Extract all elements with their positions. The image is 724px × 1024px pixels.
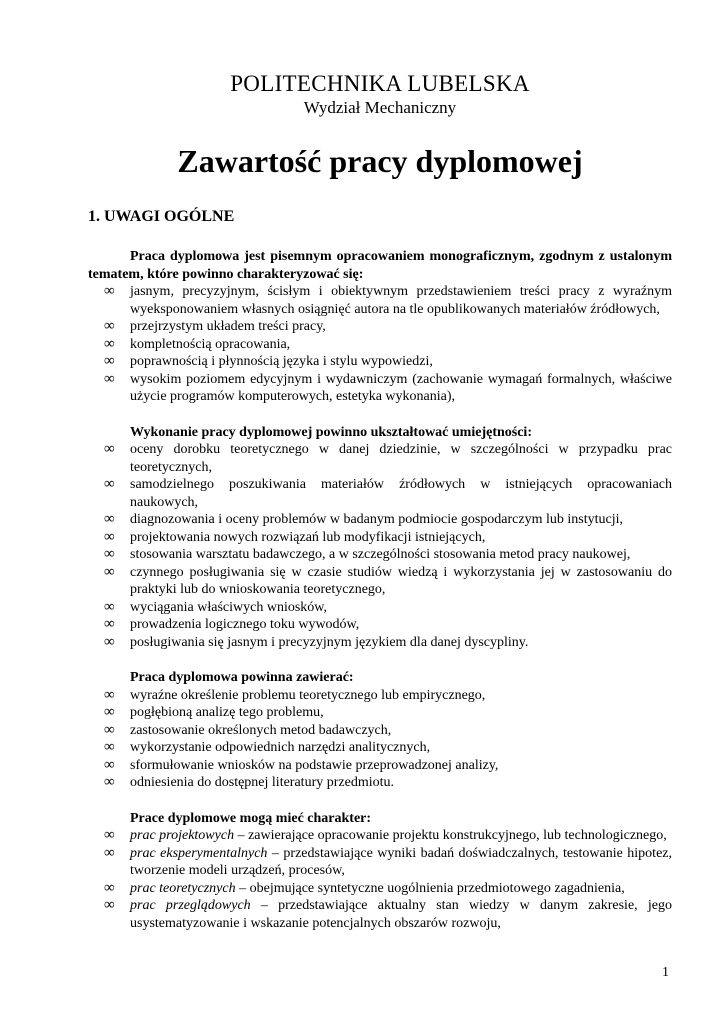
infinity-bullet-icon: ∞ bbox=[104, 546, 115, 562]
infinity-bullet-icon: ∞ bbox=[104, 756, 115, 773]
type-description: – zawierające opracowanie projektu konstrukcyjnego, lub technologicznego, bbox=[234, 828, 667, 843]
list-item-text: wyciągania właściwych wniosków, bbox=[130, 599, 327, 615]
list-item bbox=[88, 704, 672, 722]
list-item bbox=[88, 336, 672, 354]
infinity-bullet-icon: ∞ bbox=[104, 441, 115, 457]
list-item bbox=[88, 616, 672, 634]
infinity-bullet-icon: ∞ bbox=[104, 528, 115, 545]
institution-name: POLITECHNIKA LUBELSKA bbox=[230, 71, 530, 96]
types-list bbox=[88, 827, 672, 932]
list-item-text: czynnego posługiwania się w czasie studiów wiedzą i wykorzystania jej w zastosowaniu do praktyki lub do wnioskowania teoretycznego, bbox=[130, 564, 672, 597]
list-item bbox=[88, 441, 672, 476]
infinity-bullet-icon: ∞ bbox=[104, 774, 115, 790]
infinity-bullet-icon: ∞ bbox=[104, 879, 115, 896]
infinity-bullet-icon: ∞ bbox=[104, 739, 115, 755]
list-item-text: diagnozowania i oceny problemów w badanym podmiocie gospodarczym lub instytucji, bbox=[130, 512, 623, 527]
list-item bbox=[88, 599, 672, 617]
list-item bbox=[88, 739, 672, 757]
list-item-text: przejrzystym układem treści pracy, bbox=[130, 319, 326, 334]
list-item bbox=[88, 511, 672, 529]
list-item bbox=[88, 529, 672, 547]
page-number: 1 bbox=[662, 965, 669, 980]
list-item bbox=[88, 318, 672, 336]
list-item bbox=[88, 283, 672, 318]
infinity-bullet-icon: ∞ bbox=[104, 721, 115, 738]
infinity-bullet-icon: ∞ bbox=[104, 686, 115, 703]
characteristics-list bbox=[88, 283, 672, 406]
type-name: prac eksperymentalnych bbox=[130, 845, 268, 861]
list-item bbox=[88, 476, 672, 511]
list-item-text: sformułowanie wniosków na podstawie przeprowadzonej analizy, bbox=[130, 757, 499, 773]
list-item-text: wyraźne określenie problemu teoretycznego lub empirycznego, bbox=[130, 687, 486, 703]
type-name: prac projektowych bbox=[130, 828, 235, 843]
contents-list bbox=[88, 687, 672, 792]
infinity-bullet-icon: ∞ bbox=[104, 318, 115, 334]
type-description: – przedstawiające aktualny stan wiedzy w danym zakresie, jego usystematyzowanie i wskazanie potencjalnych obszarów rozwoju, bbox=[130, 898, 672, 931]
section-content bbox=[88, 248, 672, 932]
list-item-text: poprawnością i płynnością języka i stylu wypowiedzi, bbox=[130, 354, 433, 369]
list-item-text: pogłębioną analizę tego problemu, bbox=[130, 705, 324, 720]
list-item bbox=[88, 880, 672, 898]
infinity-bullet-icon: ∞ bbox=[104, 598, 115, 615]
infinity-bullet-icon: ∞ bbox=[104, 511, 115, 527]
list-item-text: projektowania nowych rozwiązań lub modyfikacji istniejących, bbox=[130, 529, 486, 545]
list-item bbox=[88, 564, 672, 599]
list-item bbox=[88, 634, 672, 652]
skills-title: Wykonanie pracy dyplomowej powinno ukształtować umiejętności: bbox=[130, 424, 532, 440]
list-item bbox=[88, 546, 672, 564]
list-item bbox=[88, 827, 672, 845]
list-item-text: odniesienia do dostępnej literatury przedmiotu. bbox=[130, 775, 394, 790]
contents-title: Praca dyplomowa powinna zawierać: bbox=[130, 670, 354, 685]
list-item bbox=[88, 897, 672, 932]
intro-paragraph: Praca dyplomowa jest pisemnym opracowaniem monograficznym, zgodnym z ustalonym tematem, które powinno charakteryzować się: bbox=[88, 249, 672, 282]
section-heading: 1. UWAGI OGÓLNE bbox=[88, 208, 235, 225]
document-title: Zawartość pracy dyplomowej bbox=[177, 143, 583, 179]
list-item bbox=[88, 757, 672, 775]
infinity-bullet-icon: ∞ bbox=[104, 283, 115, 299]
infinity-bullet-icon: ∞ bbox=[104, 844, 115, 861]
infinity-bullet-icon: ∞ bbox=[104, 370, 115, 387]
type-name: prac przeglądowych bbox=[130, 898, 251, 913]
infinity-bullet-icon: ∞ bbox=[104, 335, 115, 352]
list-item bbox=[88, 774, 672, 792]
type-name: prac teoretycznych bbox=[130, 880, 236, 896]
list-item-text: jasnym, precyzyjnym, ścisłym i obiektywnym przedstawieniem treści pracy z wyraźnym wyeksponowaniem własnych osiągnięć autora na tle opublikowanych materiałów źródłowych, bbox=[130, 284, 672, 317]
skills-list bbox=[88, 441, 672, 651]
list-item bbox=[88, 722, 672, 740]
list-item-text: kompletnością opracowania, bbox=[130, 336, 291, 352]
infinity-bullet-icon: ∞ bbox=[104, 353, 115, 369]
infinity-bullet-icon: ∞ bbox=[104, 897, 115, 913]
infinity-bullet-icon: ∞ bbox=[104, 827, 115, 843]
list-item bbox=[88, 371, 672, 406]
list-item-text: posługiwania się jasnym i precyzyjnym językiem dla danej dyscypliny. bbox=[130, 634, 529, 650]
list-item-text: prowadzenia logicznego toku wywodów, bbox=[130, 617, 360, 632]
infinity-bullet-icon: ∞ bbox=[104, 616, 115, 632]
list-item bbox=[88, 845, 672, 880]
list-item-text: stosowania warsztatu badawczego, a w szczególności stosowania metod pracy naukowej, bbox=[130, 547, 631, 562]
infinity-bullet-icon: ∞ bbox=[104, 476, 115, 492]
infinity-bullet-icon: ∞ bbox=[104, 563, 115, 580]
department-name: Wydział Mechaniczny bbox=[303, 98, 457, 117]
list-item-text: oceny dorobku teoretycznego w danej dziedzinie, w szczególności w przypadku prac teoretycznych, bbox=[130, 442, 672, 475]
list-item-text: wysokim poziomem edycyjnym i wydawniczym (zachowanie wymagań formalnych, właściwe użycie programów komputerowych, estetyka wykonania), bbox=[130, 371, 672, 404]
list-item bbox=[88, 687, 672, 705]
list-item-text: samodzielnego poszukiwania materiałów źródłowych w istniejących opracowaniach naukowych, bbox=[130, 477, 672, 510]
list-item-text: zastosowanie określonych metod badawczych, bbox=[130, 722, 392, 738]
infinity-bullet-icon: ∞ bbox=[104, 704, 115, 720]
type-description: – obejmujące syntetyczne uogólnienia przedmiotowego zagadnienia, bbox=[235, 880, 625, 896]
list-item bbox=[88, 353, 672, 371]
type-description: – przedstawiające wyniki badań doświadczalnych, testowanie hipotez, tworzenie modeli urządzeń, procesów, bbox=[130, 845, 673, 878]
infinity-bullet-icon: ∞ bbox=[104, 633, 115, 650]
types-title: Prace dyplomowe mogą mieć charakter: bbox=[130, 810, 372, 826]
list-item-text: wykorzystanie odpowiednich narzędzi analitycznych, bbox=[130, 740, 431, 755]
